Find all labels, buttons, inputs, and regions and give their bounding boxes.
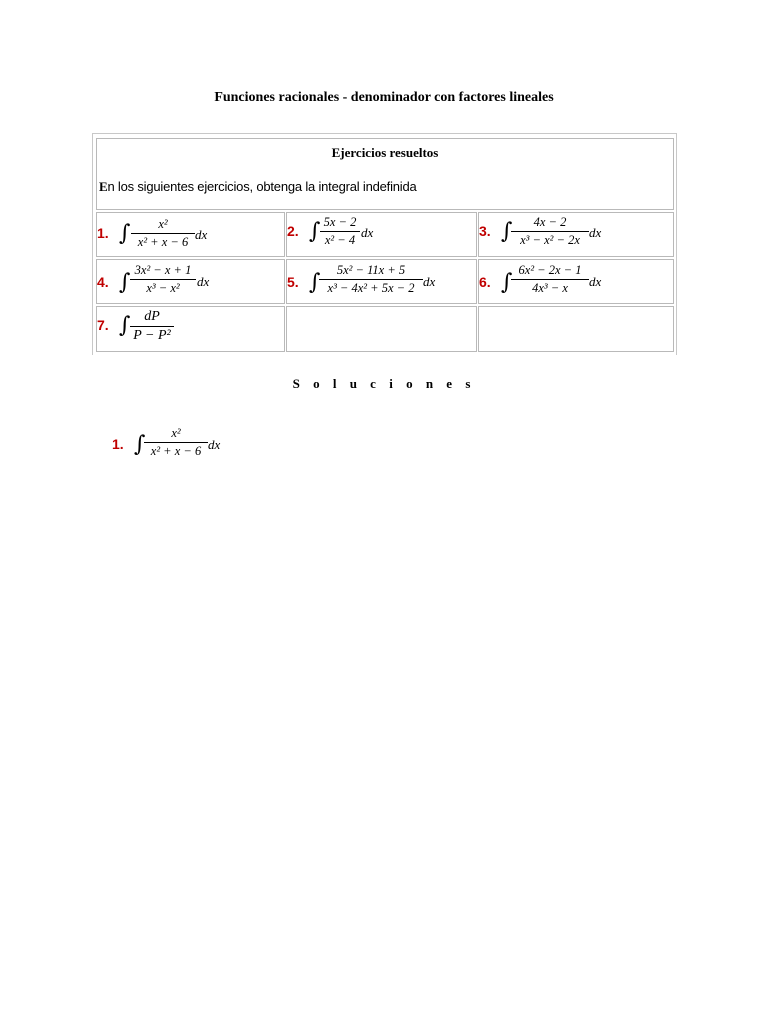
numerator: 6x² − 2x − 1 (518, 263, 582, 277)
numerator: 3x² − x + 1 (134, 263, 192, 277)
denominator: x³ − x² (146, 280, 180, 295)
solution-1 (112, 422, 312, 472)
denominator: x³ − 4x² + 5x − 2 (327, 280, 415, 295)
integral-sign: ∫ (119, 313, 131, 338)
denominator: x² + x − 6 (137, 234, 189, 249)
exercise-number: 3. (479, 223, 491, 239)
exercise-number: 1. (97, 225, 109, 241)
integral-sign: ∫ (134, 432, 146, 457)
fraction (144, 427, 208, 457)
page-title: Funciones racionales - denominador con factores lineales (214, 90, 554, 105)
exercise-cell-2 (286, 212, 477, 257)
numerator: dP (144, 309, 160, 324)
denominator: x² − 4 (324, 232, 356, 247)
differential: dx (195, 227, 208, 242)
integral-sign: ∫ (309, 270, 321, 295)
table-intro (99, 179, 417, 195)
exercises-table (92, 133, 677, 355)
numerator: x² (158, 217, 168, 231)
intro-text: n los siguientes ejercicios, obtenga la integral indefinida (107, 179, 417, 194)
numerator: x² (171, 426, 181, 440)
fraction (511, 216, 589, 246)
exercise-cell-3 (478, 212, 674, 257)
differential: dx (589, 225, 602, 240)
solutions-title: S o l u c i o n e s (292, 376, 476, 391)
fraction (130, 310, 174, 343)
solution-number: 1. (112, 436, 124, 452)
exercise-number: 6. (479, 274, 491, 290)
differential: dx (423, 274, 436, 289)
exercise-number: 5. (287, 274, 299, 290)
numerator: 5x² − 11x + 5 (336, 263, 406, 277)
table-heading: Ejercicios resueltos (331, 145, 439, 160)
differential: dx (361, 225, 374, 240)
exercise-cell-5 (286, 259, 477, 304)
integral-sign: ∫ (501, 270, 513, 295)
intro-initial: E (99, 179, 108, 194)
numerator: 4x − 2 (533, 215, 567, 229)
exercise-cell-7 (96, 306, 285, 352)
differential: dx (589, 274, 602, 289)
exercise-cell-1 (96, 212, 285, 257)
empty-cell (286, 306, 477, 352)
integral-sign: ∫ (309, 219, 321, 244)
exercise-number: 2. (287, 223, 299, 239)
integral-sign: ∫ (119, 221, 131, 246)
differential: dx (208, 437, 221, 452)
fraction (511, 264, 589, 294)
numerator: 5x − 2 (323, 215, 357, 229)
exercise-number: 7. (97, 317, 109, 333)
denominator: P − P² (133, 328, 171, 343)
denominator: 4x³ − x (532, 280, 568, 295)
denominator: x² + x − 6 (150, 443, 202, 458)
exercise-number: 4. (97, 274, 109, 290)
fraction (131, 218, 195, 248)
integral-sign: ∫ (501, 219, 513, 244)
differential: dx (197, 274, 210, 289)
fraction (320, 216, 360, 246)
fraction (319, 264, 423, 294)
empty-cell (478, 306, 674, 352)
fraction (130, 264, 196, 294)
integral-sign: ∫ (119, 270, 131, 295)
exercise-cell-6 (478, 259, 674, 304)
exercise-cell-4 (96, 259, 285, 304)
table-header-cell (96, 138, 674, 210)
denominator: x³ − x² − 2x (520, 232, 580, 247)
